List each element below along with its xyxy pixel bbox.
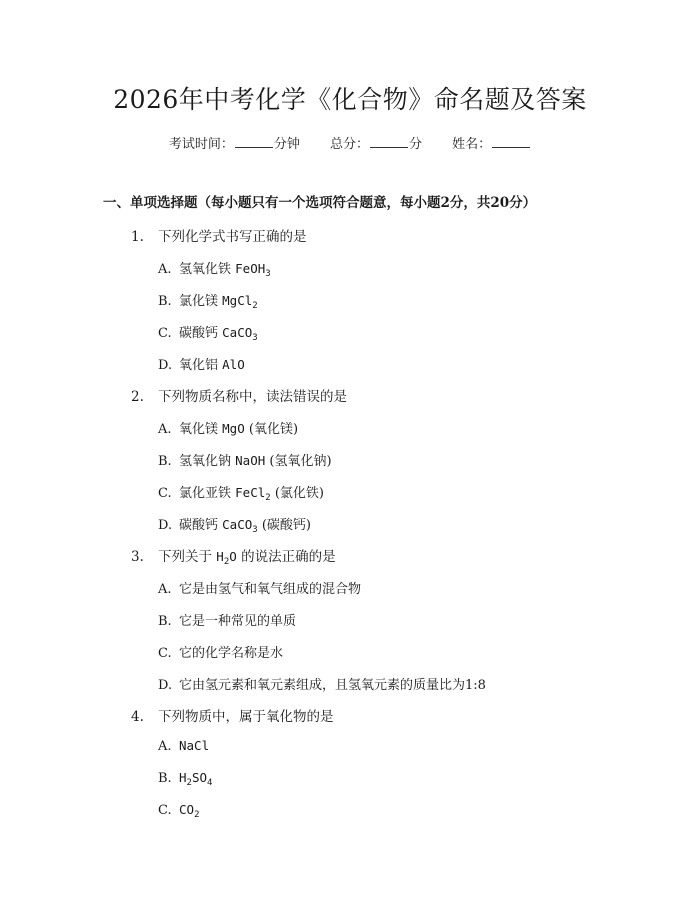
question-stem: 下列物质名称中，读法错误的是 bbox=[158, 389, 347, 405]
option-1b[interactable] bbox=[158, 290, 258, 309]
chemical-formula: NaCl bbox=[179, 738, 210, 753]
chemical-formula bbox=[216, 549, 237, 567]
question-stem-post: 的说法正确的是 bbox=[241, 549, 336, 565]
formula-subscript: 2 bbox=[186, 778, 192, 788]
option-letter: D. bbox=[158, 678, 173, 693]
formula-subscript: 2 bbox=[194, 810, 200, 820]
question-1 bbox=[131, 225, 307, 245]
time-label: 考试时间： bbox=[168, 137, 234, 152]
exam-time bbox=[169, 137, 300, 152]
time-blank[interactable] bbox=[235, 135, 273, 148]
page-title: 2026年中考化学《化合物》命名题及答案 bbox=[113, 85, 587, 114]
question-2 bbox=[131, 385, 347, 405]
chemical-formula bbox=[222, 517, 258, 535]
chemical-formula bbox=[235, 261, 271, 279]
question-3 bbox=[131, 545, 336, 565]
formula-main: FeCl bbox=[235, 485, 266, 500]
question-number: 2. bbox=[131, 389, 144, 405]
option-letter: D. bbox=[158, 358, 173, 373]
question-4 bbox=[131, 705, 334, 725]
chemical-formula bbox=[179, 770, 213, 788]
option-letter: C. bbox=[158, 486, 172, 501]
option-letter: B. bbox=[158, 771, 172, 786]
formula-main: FeOH bbox=[235, 261, 266, 276]
option-text: 它的化学名称是水 bbox=[179, 646, 284, 661]
question-number: 3. bbox=[131, 549, 144, 565]
score-unit: 分 bbox=[409, 137, 423, 152]
formula-main: CaCO bbox=[222, 517, 253, 532]
option-text: 氯化亚铁 bbox=[179, 486, 232, 501]
chemical-formula: AlO bbox=[222, 357, 245, 372]
name-label: 姓名： bbox=[452, 137, 492, 152]
formula-main: H bbox=[179, 770, 187, 785]
option-letter: A. bbox=[158, 422, 172, 437]
option-1d[interactable] bbox=[158, 354, 245, 373]
option-3b[interactable] bbox=[158, 610, 296, 629]
option-letter: A. bbox=[158, 262, 172, 277]
chemical-formula bbox=[222, 293, 258, 311]
formula-subscript: 2 bbox=[223, 557, 230, 567]
question-number: 1. bbox=[131, 229, 144, 245]
option-4a[interactable] bbox=[158, 738, 209, 754]
question-stem: 下列化学式书写正确的是 bbox=[158, 229, 307, 245]
section-heading: 一、单项选择题（每小题只有一个选项符合题意，每小题2分，共20分） bbox=[103, 195, 537, 211]
formula-tail: O bbox=[229, 549, 237, 564]
question-stem: 下列物质中，属于氧化物的是 bbox=[158, 709, 334, 725]
formula-subscript: 3 bbox=[265, 269, 271, 279]
formula-main: CO bbox=[179, 802, 195, 817]
option-text: 氧化铝 bbox=[179, 358, 219, 373]
option-letter: C. bbox=[158, 326, 172, 341]
option-2b[interactable] bbox=[158, 450, 332, 469]
option-reading: (氯化铁) bbox=[274, 486, 324, 501]
option-reading: (氧化镁) bbox=[248, 422, 299, 437]
option-1a[interactable] bbox=[158, 258, 271, 277]
option-text: 氢氧化钠 bbox=[179, 454, 232, 469]
option-4c[interactable] bbox=[158, 802, 199, 818]
formula-main: CaCO bbox=[222, 325, 253, 340]
formula-subscript-2: 4 bbox=[207, 778, 213, 788]
formula-subscript: 3 bbox=[252, 525, 258, 535]
question-number: 4. bbox=[131, 709, 144, 725]
total-score bbox=[330, 137, 422, 152]
option-2a[interactable] bbox=[158, 418, 298, 437]
formula-subscript: 2 bbox=[265, 493, 271, 503]
option-text: 它是一种常见的单质 bbox=[179, 614, 297, 629]
option-letter: A. bbox=[158, 582, 172, 597]
formula-main: H bbox=[216, 549, 224, 564]
option-text: 碳酸钙 bbox=[179, 518, 219, 533]
option-text: 氢氧化铁 bbox=[179, 262, 232, 277]
option-3a[interactable] bbox=[158, 578, 361, 597]
score-blank[interactable] bbox=[370, 135, 408, 148]
question-stem-pre: 下列关于 bbox=[158, 549, 212, 565]
option-letter: D. bbox=[158, 518, 173, 533]
time-unit: 分钟 bbox=[273, 137, 300, 152]
chemical-formula bbox=[179, 802, 200, 820]
score-label: 总分： bbox=[329, 137, 369, 152]
option-text: 氧化镁 bbox=[179, 422, 219, 437]
chemical-formula: NaOH bbox=[235, 453, 266, 468]
option-letter: C. bbox=[158, 646, 172, 661]
option-text: 它由氢元素和氧元素组成，且氢氧元素的质量比为1:8 bbox=[179, 678, 486, 693]
option-text: 氯化镁 bbox=[179, 294, 219, 309]
option-1c[interactable] bbox=[158, 322, 258, 341]
option-letter: B. bbox=[158, 614, 172, 629]
name-blank[interactable] bbox=[492, 135, 530, 148]
formula-main: MgCl bbox=[222, 293, 253, 308]
option-3d[interactable] bbox=[158, 674, 486, 693]
option-letter: B. bbox=[158, 454, 172, 469]
chemical-formula bbox=[235, 485, 271, 503]
option-text: 碳酸钙 bbox=[179, 326, 219, 341]
formula-subscript: 3 bbox=[252, 333, 258, 343]
chemical-formula: MgO bbox=[222, 421, 245, 436]
option-letter: C. bbox=[158, 803, 172, 818]
formula-subscript: 2 bbox=[252, 301, 258, 311]
student-name bbox=[452, 137, 531, 152]
exam-info bbox=[0, 133, 700, 152]
formula-tail: SO bbox=[191, 770, 208, 785]
option-3c[interactable] bbox=[158, 642, 283, 661]
option-letter: A. bbox=[158, 739, 172, 754]
option-4b[interactable] bbox=[158, 770, 212, 786]
chemical-formula bbox=[222, 325, 258, 343]
option-letter: B. bbox=[158, 294, 172, 309]
option-2c[interactable] bbox=[158, 482, 324, 501]
option-2d[interactable] bbox=[158, 514, 311, 533]
option-reading: (碳酸钙) bbox=[261, 518, 311, 533]
option-text: 它是由氢气和氧气组成的混合物 bbox=[179, 582, 362, 597]
option-reading: (氢氧化钠) bbox=[269, 454, 332, 469]
